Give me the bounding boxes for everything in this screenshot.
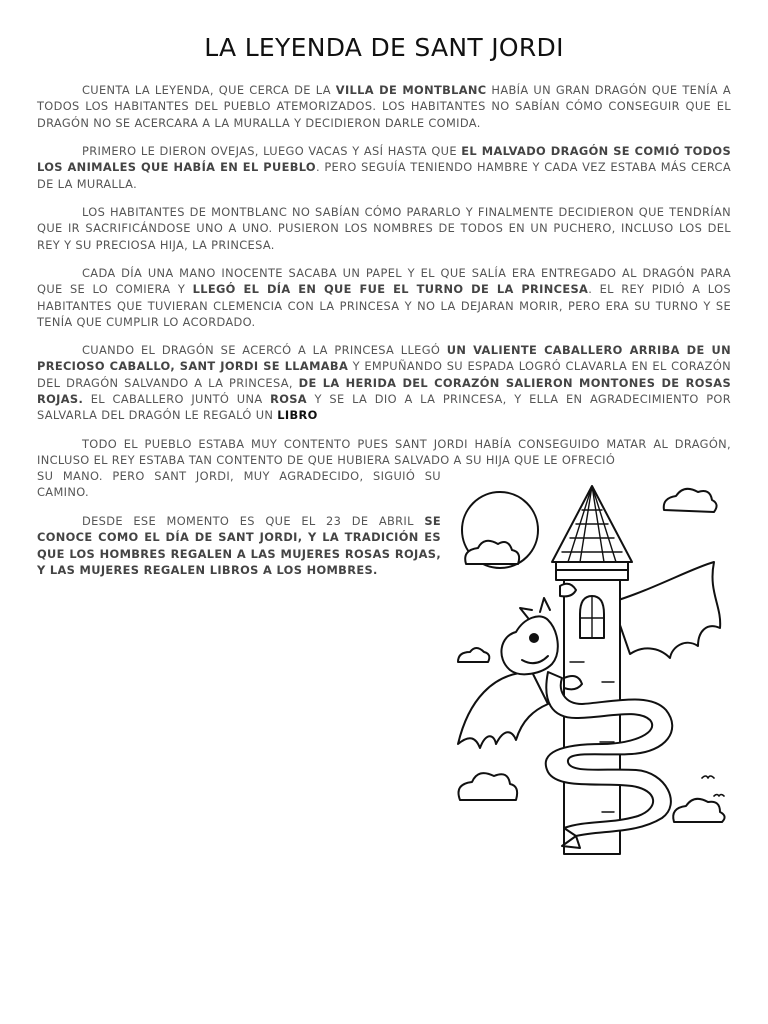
bold-text-run: VILLA DE MONTBLANC: [335, 83, 487, 97]
bold-text-run: EL MALVADO DRAGÓN SE COMIÓ TODOS LOS ANIMALES QUE HABÍA EN EL PUEBLO: [37, 144, 731, 175]
text-run: . PERO SEGUÍA TENIENDO HAMBRE Y CADA VEZ ESTABA MÁS CERCA DE LA MURALLA.: [37, 160, 732, 191]
paragraph-3: [37, 204, 731, 253]
cloud-icon: [673, 799, 724, 822]
bird-icon: [702, 776, 714, 778]
dragon-head-icon: [501, 616, 557, 674]
text-run: PRIMERO LE DIERON OVEJAS, LUEGO VACAS Y ASÍ HASTA QUE: [82, 144, 462, 158]
bold-text-run: DE LA HERIDA DEL CORAZÓN SALIERON MONTONES DE ROSAS ROJAS.: [37, 375, 731, 406]
bird-icon: [714, 795, 724, 797]
text-run: EL CABALLERO JUNTÓ UNA: [83, 391, 271, 406]
text-run: Y SE LA DIO A LA PRINCESA, Y ELLA EN AGRADECIMIENTO POR SALVARLA DEL DRAGÓN LE REGALÓ UN: [37, 391, 731, 423]
text-run: Y EMPUÑANDO SU ESPADA LOGRÓ CLAVARLA EN EL CORAZÓN DEL DRAGÓN SALVANDO A LA PRINCESA,: [37, 359, 732, 390]
wing-icon: [458, 672, 548, 748]
text-run: DESDE ESE MOMENTO ES QUE EL 23 DE ABRIL: [82, 514, 425, 528]
paragraph-5: [37, 342, 731, 423]
bold-text-run: LLEGÓ EL DÍA EN QUE FUE EL TURNO DE LA PRINCESA: [192, 282, 589, 297]
paragraph-2: [37, 143, 731, 192]
text-run: TODO EL PUEBLO ESTABA MUY CONTENTO PUES SANT JORDI HABÍA CONSEGUIDO MATAR AL DRAGÓN, INCLUSO EL REY ESTABA TAN CONTENTO DE QUE HUBIERA SALVADO A SU HIJA QUE LE OFRECIÓ: [37, 437, 731, 468]
cloud-icon: [664, 489, 717, 512]
document-title: LA LEYENDA DE SANT JORDI: [204, 33, 564, 62]
text-run: LOS HABITANTES DE MONTBLANC NO SABÍAN CÓMO PARARLO Y FINALMENTE DECIDIERON QUE TENDRÍAN QUE IR SACRIFICÁNDOSE UNO A UNO. PUSIERON LOS NOMBRES DE TODOS EN UN PUCHERO, INCLUSO LOS DEL REY Y SU PRECIOSA HIJA, LA PRINCESA.: [37, 205, 731, 252]
text-run: CUANDO EL DRAGÓN SE ACERCÓ A LA PRINCESA LLEGÓ: [82, 343, 447, 357]
paragraph-4: [37, 265, 731, 330]
text-run: SU MANO. PERO SANT JORDI, MUY AGRADECIDO, SIGUIÓ SU CAMINO.: [37, 469, 441, 500]
paragraph-6-continuation: [37, 468, 441, 501]
cloud-icon: [458, 648, 489, 662]
bold-text-run: UN VALIENTE CABALLERO ARRIBA DE UN PRECIOSO CABALLO, SANT JORDI SE LLAMABA: [37, 343, 732, 374]
bold-text-run: SE CONOCE COMO EL DÍA DE SANT JORDI, Y LA TRADICIÓN ES QUE LOS HOMBRES REGALEN A LAS MUJERES ROSAS ROJAS, Y LAS MUJERES REGALEN LIBROS A LOS HOMBRES.: [37, 514, 441, 577]
paragraph-1: [37, 82, 731, 131]
text-run: CUENTA LA LEYENDA, QUE CERCA DE LA: [82, 83, 336, 97]
dragon-tower-illustration: [452, 482, 734, 858]
bold-text-run: LIBRO: [277, 408, 318, 423]
bold-text-run: ROSA: [270, 391, 307, 406]
text-run: CADA DÍA UNA MANO INOCENTE SACABA UN PAPEL Y EL QUE SALÍA ERA ENTREGADO AL DRAGÓN PARA QUE SE LO COMIERA Y: [37, 266, 731, 297]
text-run: HABÍA UN GRAN DRAGÓN QUE TENÍA A TODOS LOS HABITANTES DEL PUEBLO ATEMORIZADOS. LOS HABITANTES NO SABÍAN CÓMO CONSEGUIR QUE EL DRAGÓN NO SE ACERCARA A LA MURALLA Y DECIDIERON DARLE COMIDA.: [37, 83, 732, 130]
paragraph-7: [37, 513, 441, 578]
paragraph-6: [37, 436, 731, 469]
text-run: . EL REY PIDIÓ A LOS HABITANTES QUE TUVIERAN CLEMENCIA CON LA PRINCESA Y NO LA DEJARAN MORIR, PERO ERA SU TURNO Y SE TENÍA QUE CUMPLIR LO ACORDADO.: [37, 282, 731, 329]
cloud-icon: [459, 773, 518, 800]
